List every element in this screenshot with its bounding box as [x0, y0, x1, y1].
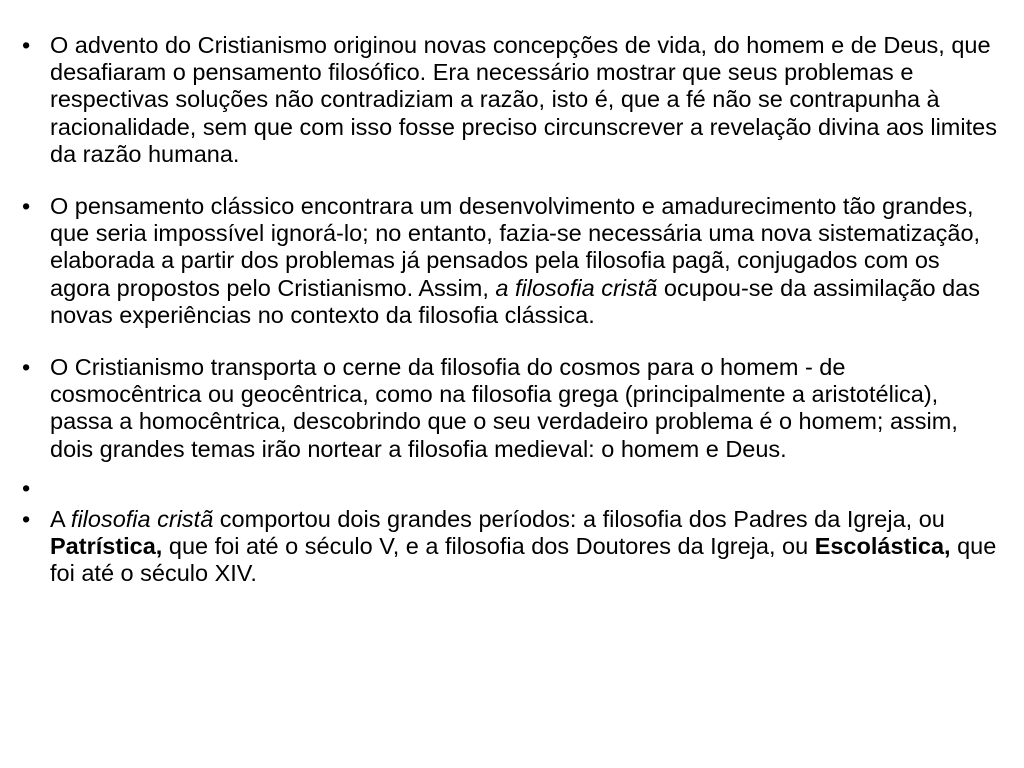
bullet-text: O Cristianismo transporta o cerne da filosofia do cosmos para o homem - de cosmocêntrica ou geocêntrica, como na filosofia grega (principalmente a aristotélica), passa a homocêntrica, descobrindo que o seu verdadeiro problema é o homem; assim, dois grandes temas irão nortear a filosofia medieval: o homem e Deus.: [50, 354, 958, 462]
bullet-text: A: [50, 505, 71, 532]
bullet-dot-icon: •: [22, 193, 31, 220]
bullet-pensamento-classico: [22, 193, 997, 329]
bullet-empty: [22, 475, 997, 502]
bullet-text: O pensamento clássico encontrara um desenvolvimento e amadurecimento tão grandes, que seria impossível ignorá-lo; no entanto, fazia-se necessária uma nova sistematização, elaborada a partir dos problemas já pensados pela filosofia pagã, conjugados com os agora propostos pelo Cristianismo. Assim,: [50, 193, 981, 301]
bullet-text: comportou dois grandes períodos: a filosofia dos Padres da Igreja, ou: [213, 505, 945, 532]
bold-term-patristica: Patrística,: [50, 533, 163, 560]
italic-term: filosofia cristã: [70, 505, 214, 532]
bold-term-escolastica: Escolástica,: [814, 533, 951, 560]
bullet-list: [22, 32, 997, 612]
bullet-text: que foi até o século V, e a filosofia dos Doutores da Igreja, ou: [162, 533, 815, 560]
bullet-advento-cristianismo: [22, 32, 997, 168]
bullet-text: ocupou-se da assimilação das novas experiências no contexto da filosofia clássica.: [50, 274, 980, 328]
bullet-filosofia-crista-periodos: [22, 506, 997, 588]
bullet-dot-icon: •: [22, 474, 31, 501]
bullet-dot-icon: •: [22, 354, 31, 381]
bullet-text: O advento do Cristianismo originou novas concepções de vida, do homem e de Deus, que desafiaram o pensamento filosófico. Era necessário mostrar que seus problemas e respectivas soluções não contradiziam a razão, isto é, que a fé não se contrapunha à racionalidade, sem que com isso fosse preciso circunscrever a revelação divina aos limites da razão humana.: [50, 32, 997, 167]
bullet-text: que foi até o século XIV.: [50, 533, 997, 587]
bullet-dot-icon: •: [22, 505, 31, 532]
bullet-cristianismo-transporta: [22, 354, 997, 463]
bullet-dot-icon: •: [22, 32, 31, 58]
italic-term: a filosofia cristã: [495, 274, 658, 301]
